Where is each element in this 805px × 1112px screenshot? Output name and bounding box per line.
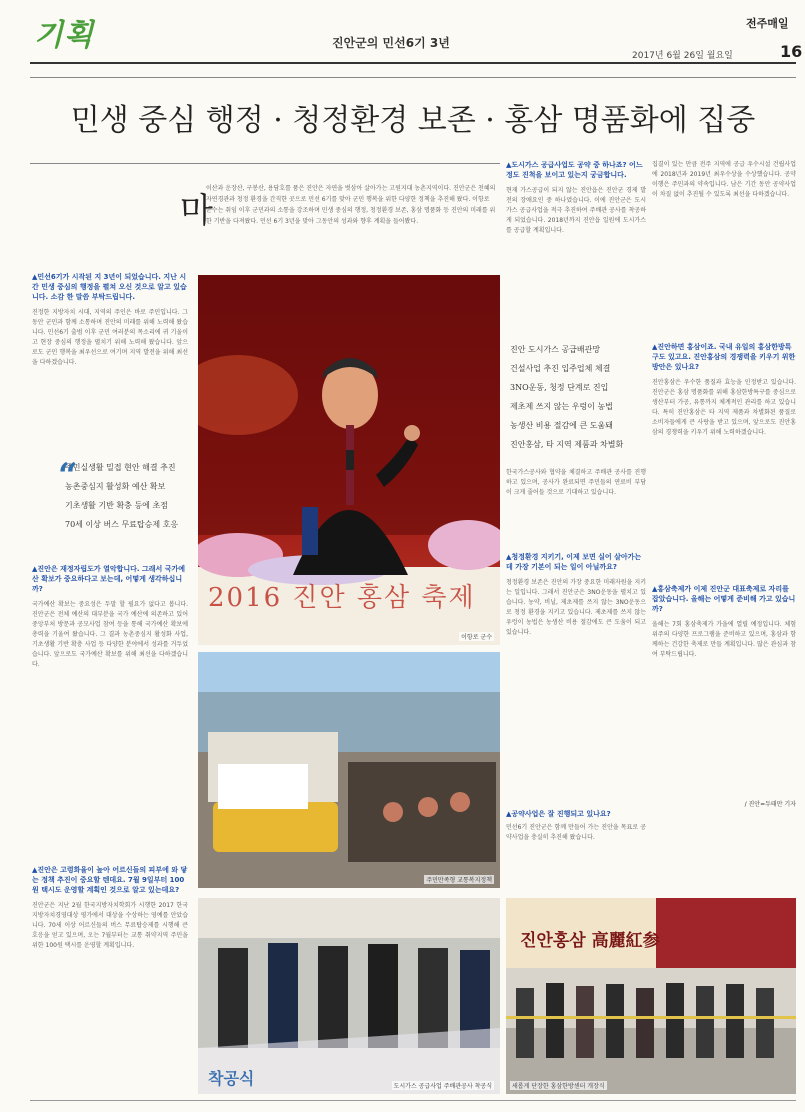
quote-line: 진안 도시가스 공급배관망 (510, 345, 601, 354)
answer-6b: 집결이 있는 만큼 전주 지역에 공급 우수시설 건립사업에 2018년과 2019년 최우수상을 수상했습니다. 공약이행은 주민과의 약속입니다. 남은 기간 동안 공약사업이 차질 없이 추진될 수 있도록 최선을 다하겠습니다. (652, 161, 796, 198)
section-label: 기획 (34, 18, 94, 53)
bottom-rule (30, 1100, 796, 1101)
pull-quote-2 (510, 340, 660, 454)
column-2 (506, 160, 646, 336)
ribbon-cutting-caption: 새롭게 단장한 홍삼한방센터 개장식 (512, 1083, 605, 1090)
question-5: ▲청정환경 지키기, 이제 보면 실어 살아가는데 가장 기본이 되는 일이 아닐까요? (506, 553, 642, 571)
answer-6: 민선6기 진안군은 함께 만들어 가는 진안을 목표로 공약사업을 충실히 추진해 왔습니다. (506, 824, 646, 841)
quote-line: 농생산 비용 절감에 큰 도움돼 (510, 421, 613, 430)
column-1 (32, 272, 188, 446)
ribbon-cutting-photo (506, 898, 796, 1094)
paper-name: 전주매일 (746, 17, 789, 30)
question-4: ▲도시가스 공급사업도 공약 중 하나죠? 어느 정도 진척을 보이고 있는지 궁금합니다. (506, 161, 643, 179)
quote-line: 주민실생활 밀접 현안 해결 추진 (65, 463, 176, 472)
ceremony-sign: 착공식 (208, 1069, 255, 1088)
festival-banner: 2016 진안 홍삼 축제 (208, 583, 476, 613)
intro-text: 이산과 운장산, 구봉산, 용담호를 품은 진안은 자연을 벗삼아 살아가는 고원지대 농촌지역이다. 진안군은 천혜의 자연경관과 청정 환경을 간직한 곳으로 민선 6기를 맞아 군민 행복을 위한 다양한 정책을 추진해 왔다. 이항로 군수는 취임 이후 군민과의 소통을 강조하며 민생 중심의 행정, 청정환경 보존, 홍삼 명품화 등 진안의 미래를 위한 기반을 다져왔다. 민선 6기 3년을 맞아 그동안의 성과와 향후 계획을 들어봤다. (206, 185, 496, 225)
answer-3: 진안군은 지난 2월 한국지방자치학회가 시행한 2017 한국지방자치경영대상 평가에서 대상을 수상하는 영예를 안았습니다. 70세 이상 어르신들의 버스 무료탑승제를 시행해 큰 호응을 얻고 있으며, 오는 7월부터는 교통 취약지역 주민을 위한 100원 택시를 운영할 계획입니다. (32, 902, 188, 949)
answer-2: 국가예산 확보는 중요성은 두말 할 필요가 없다고 봅니다. 진안군은 전체 예산의 대부분을 국가 예산에 의존하고 있어 중앙부처 방문과 공모사업 참여 등을 통해 국가예산 확보에 총력을 기울여 왔습니다. 그 결과 농촌중심지 활성화 사업, 기초생활 기반 확충 사업 등 다양한 분야에서 성과를 거두었습니다. 앞으로도 국가예산 확보를 위해 최선을 다하겠습니다. (32, 601, 188, 668)
quote-line: 진안홍삼, 타 지역 제품과 차별화 (510, 440, 624, 449)
question-7: ▲진안하면 홍삼이죠. 국내 유일의 홍삼한방특구도 있고요. 진안홍삼의 경쟁력을 키우기 위한 방안은 있나요? (652, 343, 796, 371)
main-photo-caption: 이항로 군수 (461, 634, 492, 641)
quote-line: 제초제 쓰지 않는 우렁이 농법 (510, 402, 613, 411)
headline-rule-top (30, 77, 796, 78)
quote-line: 농촌중심지 활성화 예산 확보 (65, 482, 166, 491)
bus-photo (198, 652, 500, 888)
column-2b (506, 468, 646, 863)
headline-rule-bottom (30, 163, 500, 164)
answer-4: 현재 가스공급이 되지 않는 진안읍은 진안군 경제 발전의 장애요인 중 하나였습니다. 이에 진안군은 도시가스 공급사업을 적극 추진하여 주배관 공사를 착공하게 되었습니다. 2018년까지 진안읍 일원에 도시가스를 공급할 계획입니다. (506, 187, 646, 234)
dropcap: 마 (180, 191, 213, 231)
quote-mark-icon: “ (58, 456, 78, 496)
question-3: ▲진안은 고령화율이 높아 어르신들의 피부에 와 닿는 정책 추진이 중요할 텐데요. 7월 9일부터 100원 택시도 운영할 계획인 것으로 알고 있는데요? (32, 866, 188, 894)
byline: / 진안=두태만 기자 (744, 801, 796, 808)
question-6: ▲공약사업은 잘 진행되고 있나요? (506, 810, 611, 818)
headline: 민생 중심 행정 · 청정환경 보존 · 홍삼 명품화에 집중 (70, 103, 756, 138)
column-3 (652, 160, 796, 810)
question-2: ▲진안은 재정자립도가 열악합니다. 그래서 국가예산 확보가 중요하다고 보는데, 어떻게 생각하십니까? (32, 565, 186, 593)
answer-5: 청정환경 보존은 진안의 가장 중요한 미래자원을 지키는 일입니다. 그래서 진안군은 3NO운동을 펼치고 있습니다. 농약, 비닐, 제초제를 쓰지 않는 3NO운동으로 청정 환경을 지키고 있습니다. 제초제를 쓰지 않는 우렁이 농법은 농생산 비용 절감에도 큰 도움이 되고 있습니다. (506, 579, 646, 636)
column-1b (32, 564, 188, 1089)
groundbreaking-photo (198, 898, 500, 1094)
groundbreaking-caption: 도시가스 공급사업 주배관공사 착공식 (393, 1083, 492, 1090)
shop-sign: 진안홍삼 高麗紅参 (520, 931, 660, 951)
question-8: ▲홍삼축제가 이제 진안군 대표축제로 자리를 잡았습니다. 올해는 어떻게 준비해 가고 있습니까? (652, 585, 796, 613)
quote-line: 70세 이상 버스 무료탑승제 호응 (65, 520, 179, 529)
bus-photo-caption: 주민만족형 교통복지정책 (426, 877, 492, 884)
main-photo (198, 275, 500, 645)
section-title: 진안군의 민선6기 3년 (332, 36, 450, 50)
pull-quote-1 (32, 458, 188, 534)
page-number: 16 (780, 42, 803, 61)
answer-7: 진안홍삼은 우수한 품질과 효능을 인정받고 있습니다. 진안군은 홍삼 명품화를 위해 홍삼한방특구를 중심으로 생산부터 가공, 유통까지 체계적인 관리를 하고 있습니다. 특히 진안홍삼은 타 지역 제품과 차별화된 품질로 소비자들에게 큰 사랑을 받고 있으며, 앞으로도 진안홍삼의 경쟁력을 키우기 위해 노력하겠습니다. (652, 379, 796, 436)
answer-1: 진정한 지방자치 시대, 지역의 주인은 바로 주민입니다. 그동안 군민과 함께 소통하며 진안의 미래를 위해 노력해 왔습니다. 민선6기 출범 이후 군민 여러분의 목소리에 귀 기울이고 현장 중심의 행정을 펼치기 위해 노력해 왔습니다. 앞으로도 군민 행복을 최우선으로 여기며 지역 발전을 위해 최선을 다하겠습니다. (32, 309, 188, 366)
answer-8: 올해는 7회 홍삼축제가 가을에 열릴 예정입니다. 체험 위주의 다양한 프로그램을 준비하고 있으며, 홍삼과 함께하는 건강한 축제로 만들 계획입니다. 많은 관심과 참여 부탁드립니다. (652, 621, 796, 658)
header-rule (30, 62, 796, 64)
quote-line: 3NO운동, 청정 단계로 진입 (510, 383, 609, 392)
quote-line: 건설사업 추진 입주업체 체결 (510, 364, 611, 373)
issue-date: 2017년 6월 26일 월요일 (632, 51, 733, 61)
question-1: ▲민선6기가 시작된 지 3년이 되었습니다. 지난 시간 민생 중심의 행정을 펼쳐 오신 것으로 알고 있습니다. 소감 한 말씀 부탁드립니다. (32, 273, 187, 301)
answer-4b: 한국가스공사와 협약을 체결하고 주배관 공사를 진행하고 있으며, 공사가 완료되면 주민들의 연료비 부담이 크게 줄어들 것으로 기대하고 있습니다. (506, 469, 646, 496)
quote-line: 기초생활 기반 확충 등에 초점 (65, 501, 168, 510)
